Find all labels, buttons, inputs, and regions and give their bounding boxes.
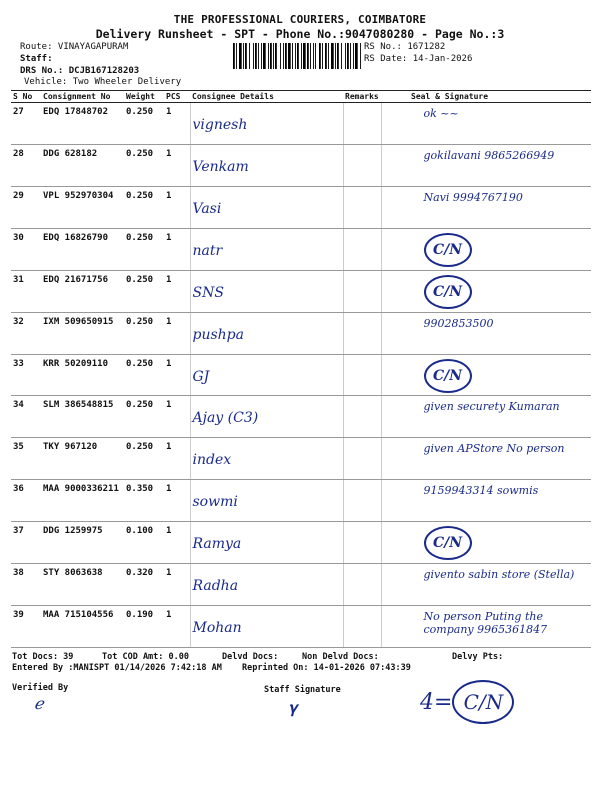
cell-pcs: 1 [164, 228, 190, 270]
verified-by-label: Verified By [12, 683, 69, 693]
stamp-count: 4= [420, 690, 453, 715]
cell-consignment-no: EDQ 21671756 [41, 270, 124, 312]
cell-pcs: 1 [164, 186, 190, 228]
cell-signature [381, 480, 591, 522]
cell-consignment-no: STY 8063638 [41, 564, 124, 606]
cell-consignee [190, 312, 343, 354]
delivery-table [11, 90, 591, 648]
cell-signature [381, 228, 591, 270]
cell-pcs: 1 [164, 480, 190, 522]
consignee-handwriting: Vasi [192, 200, 222, 217]
cell-consignment-no: MAA 715104556 [41, 606, 124, 648]
cell-consignee [190, 228, 343, 270]
cell-remarks [343, 144, 381, 186]
cell-pcs: 1 [164, 396, 190, 438]
cell-consignment-no: KRR 50209110 [41, 354, 124, 396]
cell-signature [381, 606, 591, 648]
cell-pcs: 1 [164, 103, 190, 145]
table-row [11, 606, 591, 648]
cin-stamp: C/N [424, 233, 472, 267]
cell-consignee [190, 270, 343, 312]
cell-consignee [190, 144, 343, 186]
cin-stamp: C/N [424, 359, 472, 393]
route-label: Route: VINAYAGAPURAM [20, 42, 129, 52]
consignee-handwriting: Ajay (C3) [192, 410, 259, 427]
cell-weight: 0.250 [124, 186, 164, 228]
cell-signature [381, 354, 591, 396]
cell-signature [381, 270, 591, 312]
cell-consignee [190, 564, 343, 606]
cell-consignment-no: SLM 386548815 [41, 396, 124, 438]
table-row [11, 522, 591, 564]
cell-remarks [343, 564, 381, 606]
cell-weight: 0.250 [124, 312, 164, 354]
table-row [11, 103, 591, 145]
cell-pcs: 1 [164, 270, 190, 312]
col-sno: S No [11, 91, 41, 103]
cell-remarks [343, 270, 381, 312]
stamp-count-annotation [420, 680, 514, 724]
signature-handwriting: ok ~~ [423, 107, 459, 120]
reprinted-on: Reprinted On: 14-01-2026 07:43:39 [242, 663, 411, 673]
signature-handwriting: gokilavani 9865266949 [423, 148, 555, 162]
cell-pcs: 1 [164, 354, 190, 396]
cell-remarks [343, 312, 381, 354]
cell-sno: 39 [11, 606, 41, 648]
cell-weight: 0.350 [124, 480, 164, 522]
table-row [11, 438, 591, 480]
consignee-handwriting: Ramya [192, 536, 242, 553]
signature-handwriting: given securety Kumaran [423, 400, 560, 414]
cin-stamp: C/N [452, 680, 514, 724]
cell-weight: 0.250 [124, 103, 164, 145]
signature-handwriting: givento sabin store (Stella) [423, 568, 575, 582]
signature-handwriting: 9902853500 [423, 316, 494, 330]
cell-sno: 36 [11, 480, 41, 522]
col-pcs: PCS [164, 91, 190, 103]
cell-weight: 0.250 [124, 396, 164, 438]
cell-consignment-no: DDG 628182 [41, 144, 124, 186]
cell-signature [381, 144, 591, 186]
signature-handwriting: Navi 9994767190 [423, 190, 523, 204]
total-docs: Tot Docs: 39 [12, 652, 74, 662]
signature-handwriting: 9159943314 sowmis [423, 484, 539, 498]
cell-remarks [343, 438, 381, 480]
cell-sno: 31 [11, 270, 41, 312]
rs-date: RS Date: 14-Jan-2026 [364, 54, 473, 64]
cell-weight: 0.250 [124, 270, 164, 312]
cell-consignment-no: IXM 509650915 [41, 312, 124, 354]
table-row [11, 564, 591, 606]
cell-consignee [190, 522, 343, 564]
cell-remarks [343, 480, 381, 522]
cell-weight: 0.320 [124, 564, 164, 606]
rs-number: RS No.: 1671282 [364, 42, 446, 52]
table-row [11, 354, 591, 396]
cell-remarks [343, 103, 381, 145]
consignee-handwriting: SNS [192, 284, 224, 301]
cell-pcs: 1 [164, 144, 190, 186]
cell-sno: 33 [11, 354, 41, 396]
table-row [11, 396, 591, 438]
cell-consignment-no: EDQ 16826790 [41, 228, 124, 270]
non-delivered-docs: Non Delvd Docs: [302, 652, 379, 662]
cell-signature [381, 396, 591, 438]
table-row [11, 480, 591, 522]
cell-signature [381, 438, 591, 480]
table-header-row [11, 91, 591, 103]
col-consignee: Consignee Details [190, 91, 343, 103]
cell-remarks [343, 522, 381, 564]
cell-consignment-no: MAA 9000336211 [41, 480, 124, 522]
consignee-handwriting: natr [192, 242, 223, 259]
cell-consignment-no: VPL 952970304 [41, 186, 124, 228]
col-consignment: Consignment No [41, 91, 124, 103]
cell-consignee [190, 396, 343, 438]
cell-pcs: 1 [164, 564, 190, 606]
cell-remarks [343, 354, 381, 396]
cell-weight: 0.250 [124, 438, 164, 480]
consignee-handwriting: sowmi [192, 494, 238, 511]
cell-signature [381, 186, 591, 228]
table-row [11, 228, 591, 270]
cell-remarks [343, 606, 381, 648]
cell-sno: 32 [11, 312, 41, 354]
cell-remarks [343, 396, 381, 438]
staff-signature-label: Staff Signature [264, 685, 341, 695]
table-row [11, 186, 591, 228]
cell-pcs: 1 [164, 438, 190, 480]
cell-consignee [190, 186, 343, 228]
cell-sno: 34 [11, 396, 41, 438]
cin-stamp: C/N [424, 275, 472, 309]
cell-consignee [190, 438, 343, 480]
cell-pcs: 1 [164, 522, 190, 564]
consignee-handwriting: GJ [192, 368, 210, 385]
consignee-handwriting: Radha [192, 578, 239, 595]
cell-consignee [190, 354, 343, 396]
cell-pcs: 1 [164, 312, 190, 354]
table-row [11, 312, 591, 354]
cell-sno: 37 [11, 522, 41, 564]
cell-weight: 0.250 [124, 354, 164, 396]
cell-signature [381, 564, 591, 606]
document-subtitle: Delivery Runsheet - SPT - Phone No.:9047080280 - Page No.:3 [95, 27, 505, 41]
cell-sno: 35 [11, 438, 41, 480]
consignee-handwriting: pushpa [192, 326, 244, 343]
cell-weight: 0.250 [124, 228, 164, 270]
cell-sno: 29 [11, 186, 41, 228]
col-seal-signature: Seal & Signature [381, 91, 591, 103]
verifier-signature: ℯ [34, 694, 44, 713]
cell-consignment-no: EDQ 17848702 [41, 103, 124, 145]
cell-signature [381, 103, 591, 145]
table-row [11, 270, 591, 312]
cell-consignee [190, 103, 343, 145]
col-weight: Weight [124, 91, 164, 103]
cin-stamp: C/N [424, 526, 472, 560]
cell-sno: 38 [11, 564, 41, 606]
drs-number: DRS No.: DCJB167128203 [20, 66, 140, 76]
barcode-image [233, 43, 361, 69]
signature-handwriting: No person Puting the company 9965361847 [423, 610, 548, 637]
cell-consignment-no: TKY 967120 [41, 438, 124, 480]
consignee-handwriting: index [192, 452, 232, 469]
cell-sno: 30 [11, 228, 41, 270]
total-cod: Tot COD Amt: 0.00 [102, 652, 189, 662]
cell-remarks [343, 228, 381, 270]
consignee-handwriting: Venkam [192, 158, 249, 175]
cell-signature [381, 312, 591, 354]
cell-consignee [190, 606, 343, 648]
table-row [11, 144, 591, 186]
cell-consignment-no: DDG 1259975 [41, 522, 124, 564]
signature-handwriting: given APStore No person [423, 442, 565, 456]
cell-weight: 0.100 [124, 522, 164, 564]
cell-sno: 27 [11, 103, 41, 145]
cell-remarks [343, 186, 381, 228]
delivered-docs: Delvd Docs: [222, 652, 279, 662]
cell-pcs: 1 [164, 606, 190, 648]
consignee-handwriting: Mohan [192, 620, 242, 637]
cell-weight: 0.250 [124, 144, 164, 186]
delivery-points: Delvy Pts: [452, 652, 504, 662]
document-title: THE PROFESSIONAL COURIERS, COIMBATORE [173, 13, 427, 26]
col-remarks: Remarks [343, 91, 381, 103]
vehicle-label: Vehicle: Two Wheeler Delivery [24, 77, 182, 87]
consignee-handwriting: vignesh [192, 117, 248, 133]
cell-weight: 0.190 [124, 606, 164, 648]
staff-signature-mark: 𝛄 [288, 698, 298, 717]
staff-label: Staff: [20, 54, 53, 64]
cell-consignee [190, 480, 343, 522]
cell-sno: 28 [11, 144, 41, 186]
entered-by: Entered By :MANISPT 01/14/2026 7:42:18 AM [12, 663, 222, 673]
cell-signature [381, 522, 591, 564]
